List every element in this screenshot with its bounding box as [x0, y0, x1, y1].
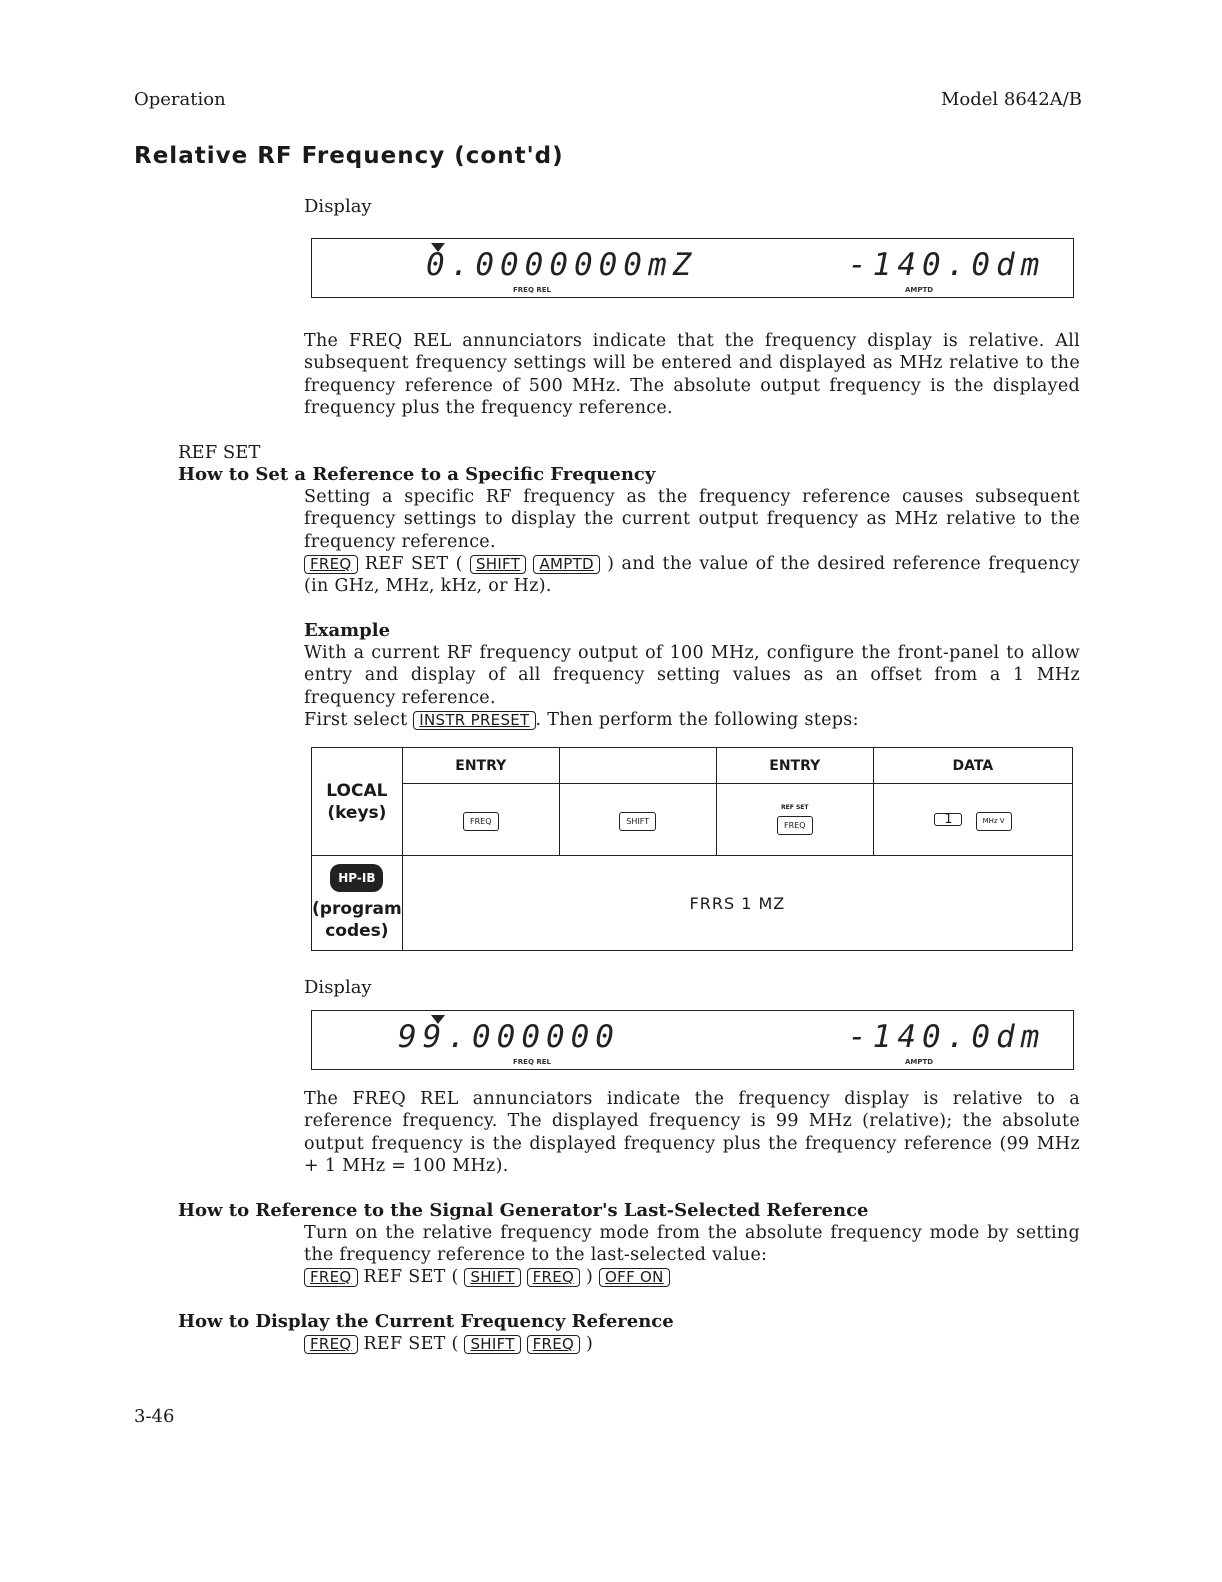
- paragraph: The FREQ REL annunciators indicate the frequency display is relative to a reference frequency. The displayed frequency is 99 MHz (relative); the absolute output frequency is the displayed frequency plus the frequency reference (99 MHz + 1 MHz = 100 MHz).: [304, 1089, 1080, 1176]
- ref-set-text: REF SET (: [364, 554, 463, 574]
- key-sequence: FREQ REF SET ( SHIFT FREQ ): [304, 1333, 1080, 1355]
- preset-instruction: [304, 709, 1080, 731]
- freq-key[interactable]: FREQ: [304, 1335, 358, 1354]
- program-label: (program: [312, 899, 402, 919]
- key-cell: [402, 784, 559, 856]
- frequency-readout: 99.000000: [398, 1019, 620, 1055]
- section-heading: REF SET: [178, 442, 261, 463]
- led-display-panel: [311, 1010, 1074, 1070]
- key-cell: [716, 784, 873, 856]
- instruction-text: . Then perform the following steps:: [535, 710, 859, 730]
- subsection-heading: How to Reference to the Signal Generator's Last-Selected Reference: [178, 1200, 869, 1221]
- shift-key[interactable]: SHIFT: [464, 1268, 520, 1287]
- column-header: DATA: [873, 748, 1072, 784]
- paragraph: With a current RF frequency output of 100 MHz, configure the front-panel to allow entry and display of all frequency setting values as an offset from a 1 MHz frequency reference.: [304, 643, 1080, 708]
- instr-preset-key[interactable]: INSTR PRESET: [413, 711, 535, 730]
- freq-key[interactable]: FREQ: [304, 555, 358, 574]
- instruction-text: First select: [304, 710, 408, 730]
- digit-1-key[interactable]: 1: [934, 813, 962, 826]
- display-label: Display: [304, 196, 372, 217]
- example-heading: Example: [304, 620, 391, 641]
- off-on-key[interactable]: OFF ON: [599, 1268, 670, 1287]
- codes-label: codes): [325, 921, 389, 941]
- freq-key[interactable]: FREQ: [304, 1268, 358, 1287]
- keys-label: (keys): [327, 802, 387, 823]
- hpib-cell: [312, 856, 403, 951]
- ref-set-text: REF SET: [363, 1334, 446, 1354]
- sequence-text: ) and the value of the desired reference frequency (in GHz, MHz, kHz, or Hz).: [304, 554, 1080, 597]
- ref-set-text: REF SET: [363, 1267, 446, 1287]
- paragraph: Setting a specific RF frequency as the frequency reference causes subsequent frequency settings to display the current output frequency as MHz relative to the frequency reference.: [304, 487, 1080, 552]
- shift-key[interactable]: SHIFT: [619, 812, 656, 831]
- local-label: LOCAL: [326, 780, 388, 801]
- ref-set-label: REF SET: [781, 804, 809, 811]
- freq-key[interactable]: FREQ: [463, 812, 499, 831]
- column-header: [559, 748, 716, 784]
- model-header: Model 8642A/B: [940, 89, 1082, 110]
- steps-table: [311, 747, 1073, 951]
- freq-rel-annunciator: FREQ REL: [513, 286, 551, 294]
- shift-key[interactable]: SHIFT: [470, 555, 526, 574]
- column-header: ENTRY: [716, 748, 873, 784]
- local-keys-cell: [312, 748, 403, 856]
- freq-key[interactable]: FREQ: [527, 1268, 581, 1287]
- subsection-heading: How to Display the Current Frequency Reference: [178, 1311, 674, 1332]
- page-title: Relative RF Frequency (cont'd): [134, 143, 564, 169]
- mhz-key[interactable]: MHz V: [976, 812, 1012, 831]
- page-number: 3-46: [134, 1406, 175, 1427]
- key-sequence: [304, 553, 1080, 598]
- key-cell: [873, 784, 1072, 856]
- key-sequence: FREQ REF SET ( SHIFT FREQ ) OFF ON: [304, 1266, 1080, 1288]
- shift-key[interactable]: SHIFT: [464, 1335, 520, 1354]
- paragraph: Turn on the relative frequency mode from the absolute frequency mode by setting the frequency reference to the last-selected value:: [304, 1223, 1080, 1266]
- section-header: Operation: [134, 89, 226, 110]
- amptd-key[interactable]: AMPTD: [533, 555, 599, 574]
- amplitude-readout: -140.0dm: [848, 247, 1046, 283]
- led-display-panel: [311, 238, 1074, 298]
- display-label: Display: [304, 977, 372, 998]
- column-header: ENTRY: [402, 748, 559, 784]
- paragraph: The FREQ REL annunciators indicate that the frequency display is relative. All subsequent frequency settings will be entered and displayed as MHz relative to the frequency reference of 500 MHz. The absolute output frequency is the displayed frequency plus the frequency reference.: [304, 331, 1080, 418]
- hpib-icon: HP-IB: [330, 864, 383, 892]
- freq-key[interactable]: FREQ: [527, 1335, 581, 1354]
- key-cell: [559, 784, 716, 856]
- amptd-annunciator: AMPTD: [905, 286, 934, 294]
- frequency-readout: 0.0000000mZ: [426, 247, 698, 283]
- subsection-heading: How to Set a Reference to a Specific Frequency: [178, 464, 656, 485]
- amplitude-readout: -140.0dm: [848, 1019, 1046, 1055]
- program-code: FRRS 1 MZ: [402, 856, 1072, 951]
- freq-rel-annunciator: FREQ REL: [513, 1058, 551, 1066]
- amptd-annunciator: AMPTD: [905, 1058, 934, 1066]
- freq-key[interactable]: FREQ: [777, 816, 813, 835]
